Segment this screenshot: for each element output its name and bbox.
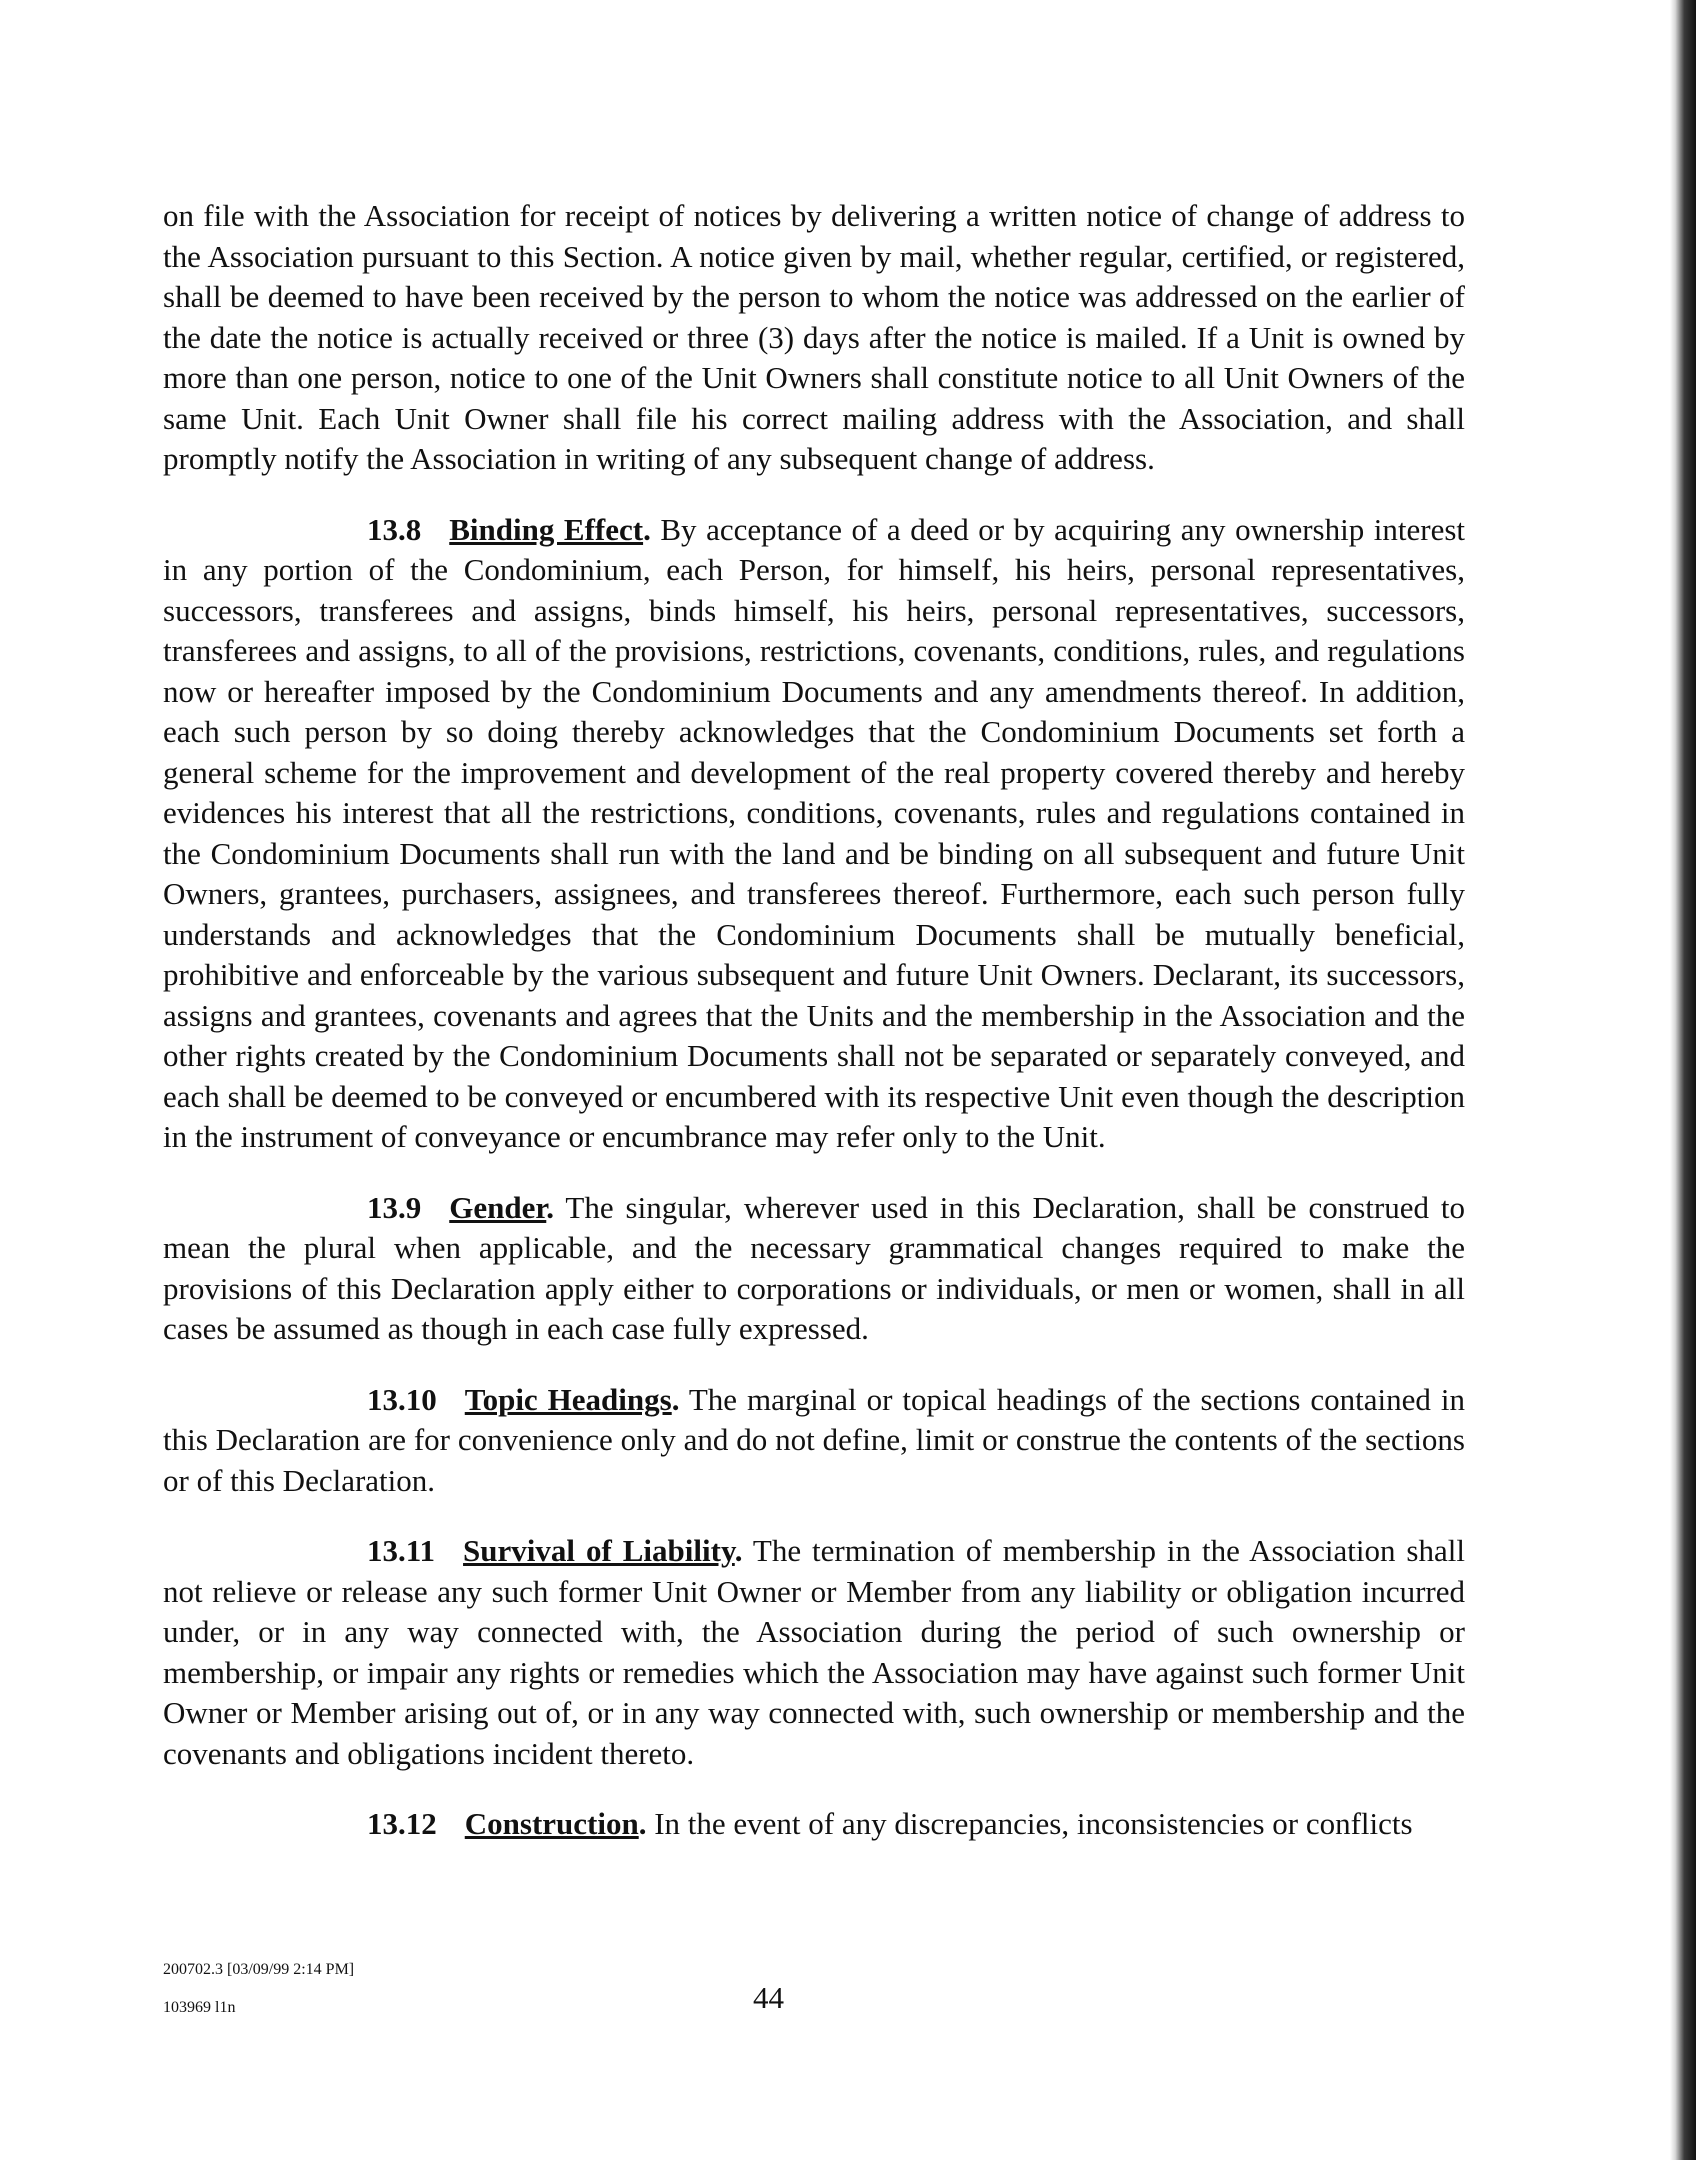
section-13-12 <box>163 1804 1465 1845</box>
title-terminator: . <box>643 511 651 547</box>
section-body: The marginal or topical headings of the sections contained in this Declaration are for convenience only and do not define, limit or construe the contents of the sections or of this Declaration. <box>163 1381 1465 1498</box>
section-title: Gender <box>449 1189 547 1225</box>
section-13-10 <box>163 1380 1465 1502</box>
section-number: 13.11 <box>367 1533 436 1568</box>
section-body: The singular, wherever used in this Declaration, shall be construed to mean the plural when applicable, and the necessary grammatical changes required to make the provisions of this Declaration apply either to corporations or individuals, or men or women, shall in all cases be assumed as though in each case fully expressed. <box>163 1189 1465 1346</box>
title-terminator: . <box>671 1381 680 1417</box>
document-reference-line-2: 103969 l1n <box>163 1999 236 2016</box>
section-title: Binding Effect <box>449 511 644 547</box>
section-title: Topic Headings <box>464 1381 672 1417</box>
section-13-11 <box>163 1531 1465 1774</box>
continuation-text: on file with the Association for receipt of notices by delivering a written notice of change of address to the Association pursuant to this Section. A notice given by mail, whether regular, certified, or registered, shall be deemed to have been received by the person to whom the notice was addressed on the earlier of the date the notice is actually received or three (3) days after the notice is mailed. If a Unit is owned by more than one person, notice to one of the Unit Owners shall constitute notice to all Unit Owners of the same Unit. Each Unit Owner shall file his correct mailing address with the Association, and shall promptly notify the Association in writing of any subsequent change of address. <box>163 198 1465 476</box>
page-number: 44 <box>753 1980 784 2015</box>
section-number: 13.8 <box>367 511 422 547</box>
title-terminator: . <box>734 1533 743 1568</box>
document-reference-line-1: 200702.3 [03/09/99 2:14 PM] <box>163 1961 355 1978</box>
section-13-8 <box>163 510 1465 1158</box>
document-body <box>163 196 1465 1845</box>
section-number: 13.9 <box>367 1189 422 1225</box>
title-terminator: . <box>546 1189 555 1225</box>
section-body: The termination of membership in the Association shall not relieve or release any such former Unit Owner or Member from any liability or obligation incurred under, or in any way connected with, the Association during the period of such ownership or membership, or impair any rights or remedies which the Association may have against such former Unit Owner or Member arising out of, or in any way connected with, such ownership or membership and the covenants and obligations incident thereto. <box>163 1533 1465 1771</box>
continuation-paragraph <box>163 196 1465 480</box>
section-title: Construction <box>464 1806 639 1841</box>
title-terminator: . <box>638 1806 647 1841</box>
section-title: Survival of Liability <box>463 1533 735 1568</box>
section-body: In the event of any discrepancies, inconsistencies or conflicts <box>654 1806 1413 1841</box>
section-number: 13.10 <box>367 1381 437 1417</box>
section-number: 13.12 <box>367 1806 437 1841</box>
scan-edge-shadow <box>1670 0 1696 2160</box>
page-footer <box>163 1960 1465 2040</box>
section-13-9 <box>163 1188 1465 1350</box>
section-body: By acceptance of a deed or by acquiring any ownership interest in any portion of the Condominium, each Person, for himself, his heirs, personal representatives, successors, transferees and assigns, binds himself, his heirs, personal representatives, successors, transferees and assigns, to all of the provisions, restrictions, covenants, conditions, rules, and regulations now or hereafter imposed by the Condominium Documents and any amendments thereof. In addition, each such person by so doing thereby acknowledges that the Condominium Documents set forth a general scheme for the improvement and development of the real property covered thereby and hereby evidences his interest that all the restrictions, conditions, covenants, rules and regulations contained in the Condominium Documents shall run with the land and be binding on all subsequent and future Unit Owners, grantees, purchasers, assignees, and transferees thereof. Furthermore, each such person fully understands and acknowledges that the Condominium Documents shall be mutually beneficial, prohibitive and enforceable by the various subsequent and future Unit Owners. Declarant, its successors, assigns and grantees, covenants and agrees that the Units and the membership in the Association and the other rights created by the Condominium Documents shall not be separated or separately conveyed, and each shall be deemed to be conveyed or encumbered with its respective Unit even though the description in the instrument of conveyance or encumbrance may refer only to the Unit. <box>163 511 1465 1154</box>
